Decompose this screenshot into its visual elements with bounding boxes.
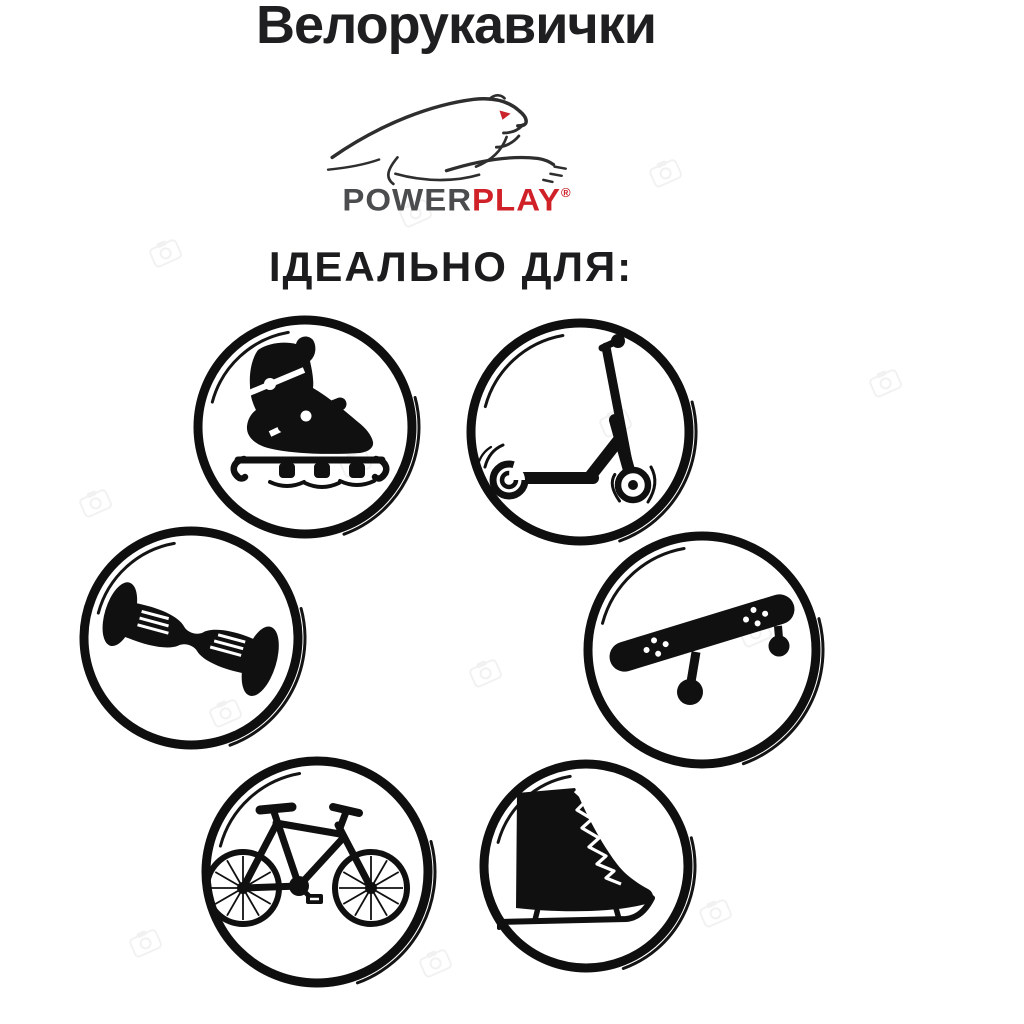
hoverboard-icon xyxy=(78,525,304,751)
brand-word-power: POWER xyxy=(342,181,473,218)
watermark-camera-icon xyxy=(466,655,503,689)
brand-wordmark xyxy=(331,182,583,218)
panther-eye xyxy=(499,111,510,120)
skateboard-icon xyxy=(582,530,822,770)
activity-badge-bicycle xyxy=(200,755,434,989)
watermark-camera-icon xyxy=(76,485,113,519)
brand-word-play: PLAY xyxy=(472,181,562,218)
inline-skates-icon xyxy=(192,314,418,540)
activity-badge-ice-skate xyxy=(478,758,694,974)
brand-logo xyxy=(326,84,576,191)
ice-skate-icon xyxy=(478,758,694,974)
kick-scooter-icon xyxy=(465,317,695,547)
panther-icon xyxy=(326,84,576,186)
activity-badge-inline-skates xyxy=(192,314,418,540)
watermark-camera-icon xyxy=(866,365,903,399)
activity-badge-hoverboard xyxy=(78,525,304,751)
registered-mark: ® xyxy=(561,185,572,200)
activity-badge-skateboard xyxy=(582,530,822,770)
section-heading: ІДЕАЛЬНО ДЛЯ: xyxy=(268,243,634,290)
watermark-camera-icon xyxy=(696,895,733,929)
watermark-camera-icon xyxy=(126,925,163,959)
page-title: Велорукавички xyxy=(256,0,656,55)
activity-badge-kick-scooter xyxy=(465,317,695,547)
bicycle-icon xyxy=(200,755,434,989)
watermark-camera-icon xyxy=(646,155,683,189)
